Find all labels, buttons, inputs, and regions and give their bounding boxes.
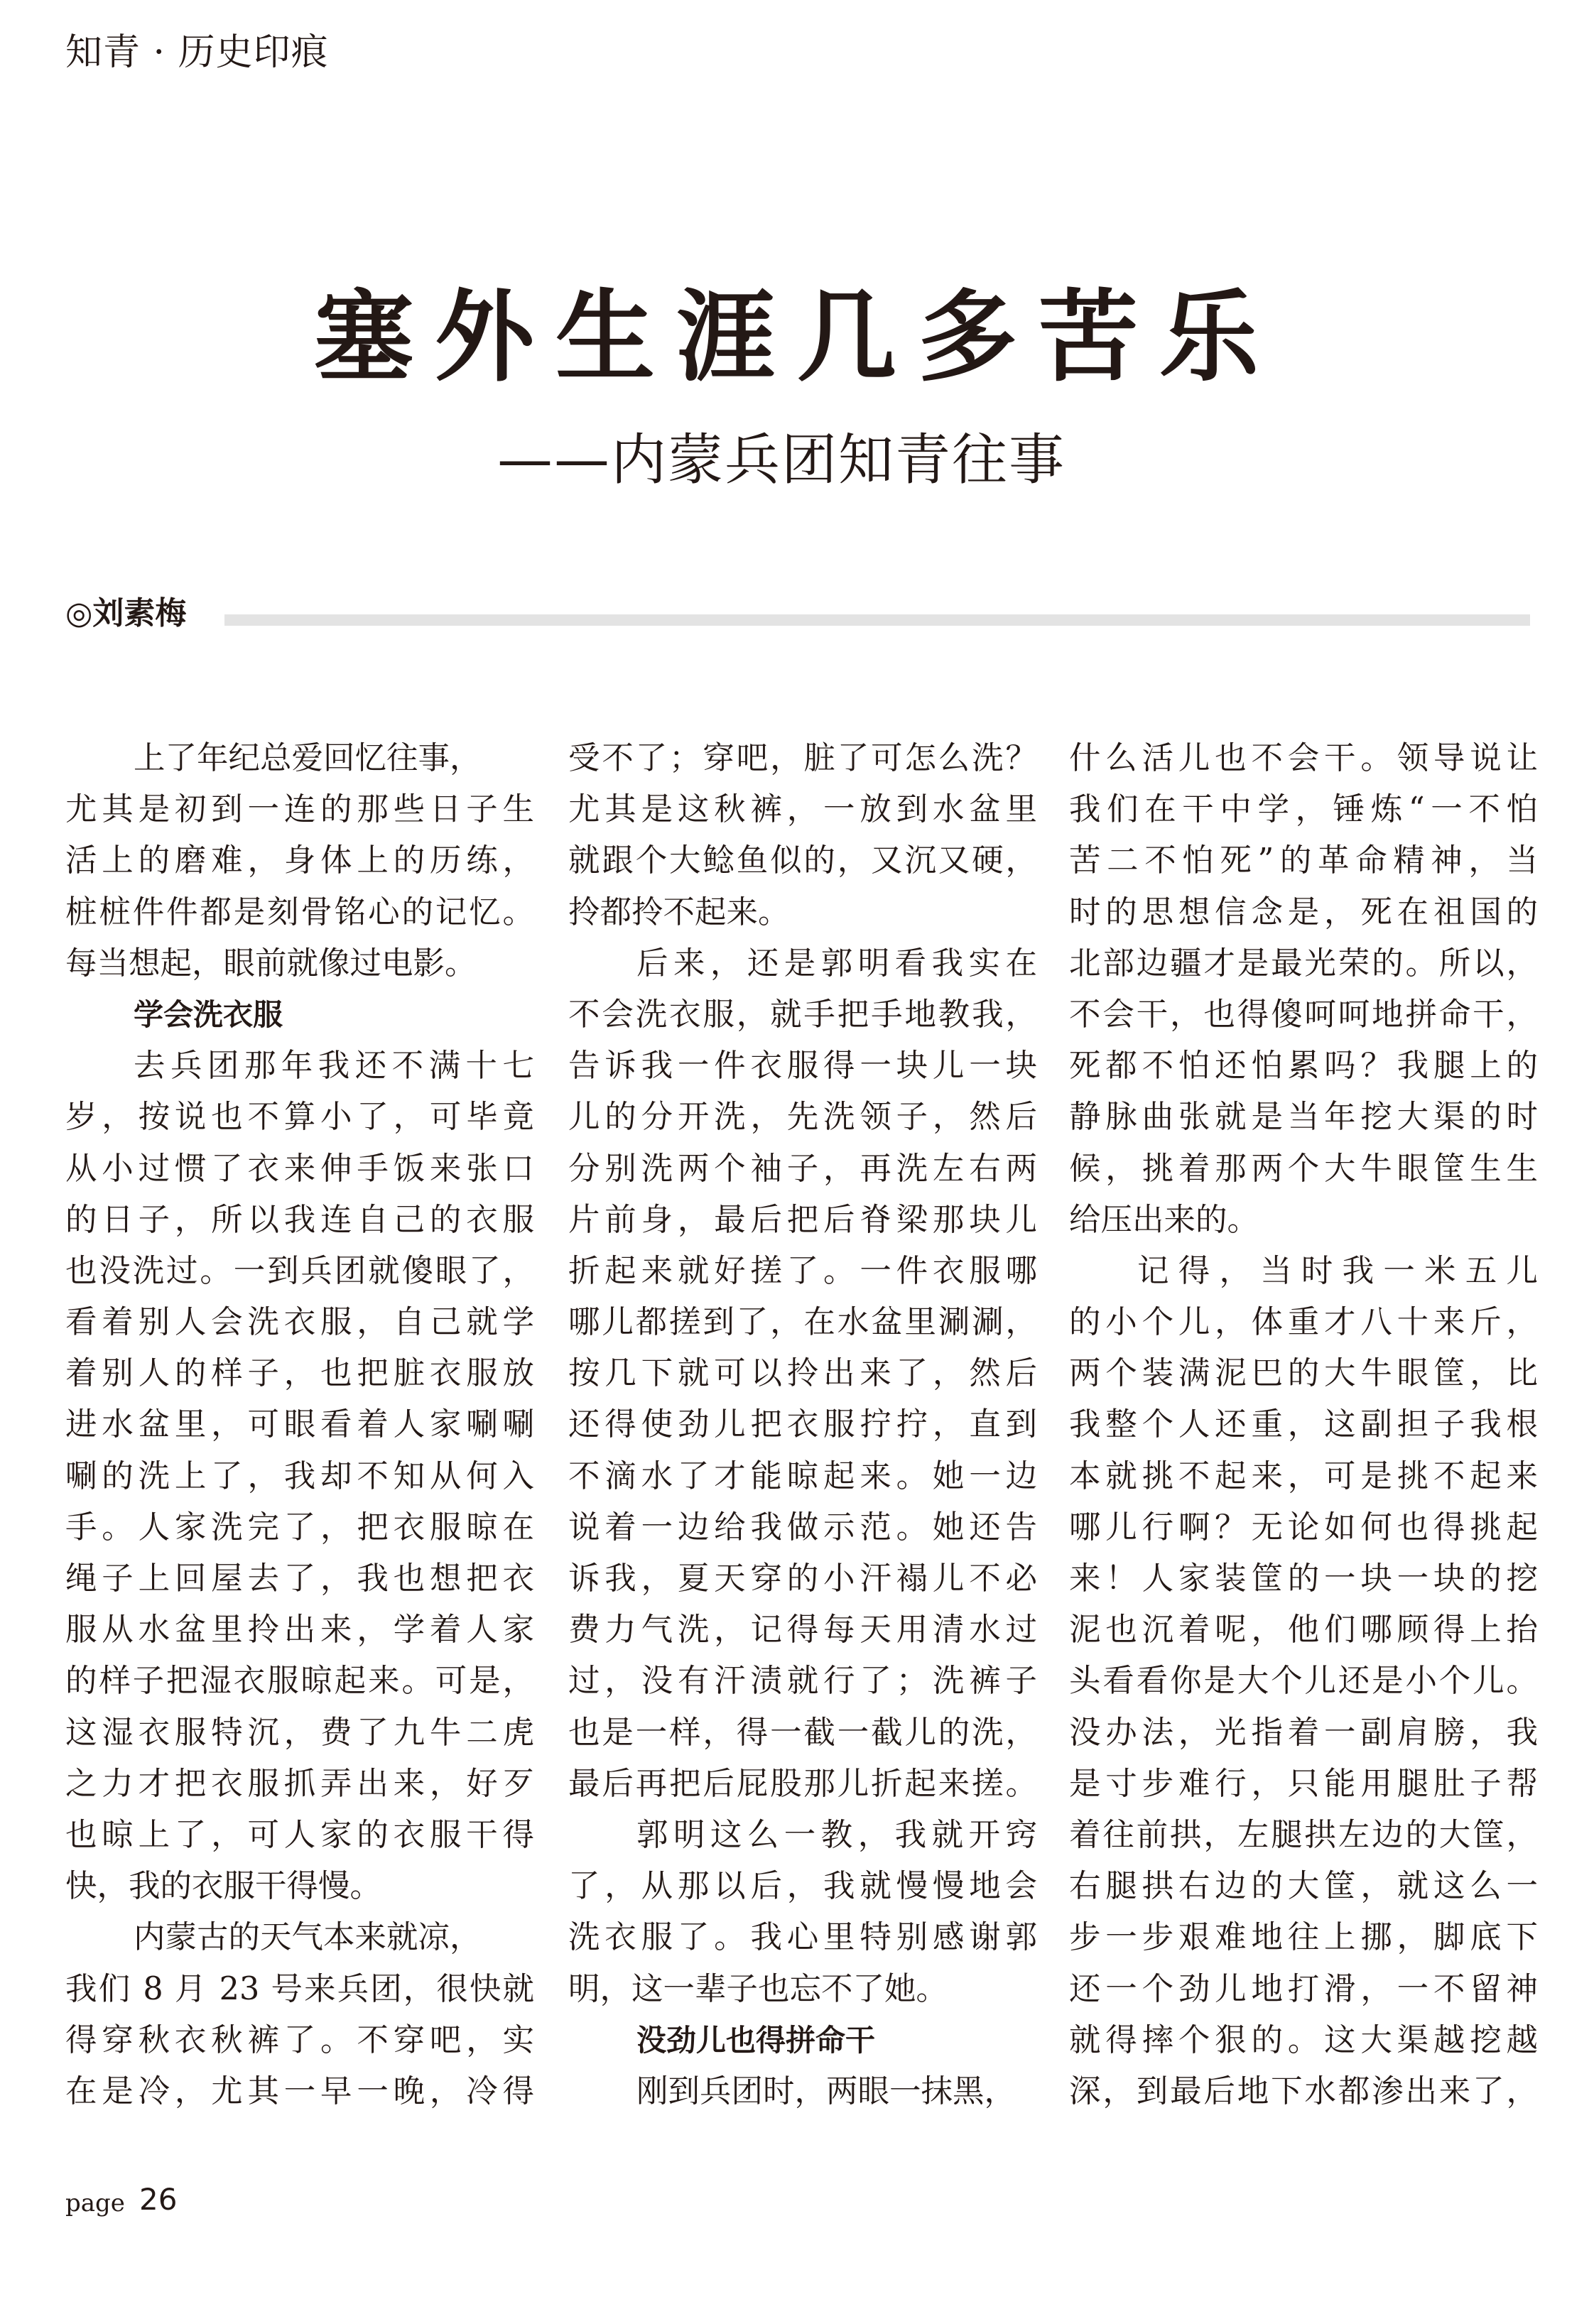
text-line: 哪儿行啊？无论如何也得挑起 — [1069, 1509, 1538, 1546]
text-line: 之力才把衣服抓弄出来，好歹 — [65, 1765, 534, 1802]
text-line: 受不了；穿吧，脏了可怎么洗？ — [568, 740, 1037, 776]
text-line: 深，到最后地下水都渗出来了， — [1069, 2073, 1538, 2109]
text-line: 我们在干中学，锤炼“一不怕 — [1069, 791, 1538, 828]
text-line: 唰的洗上了，我却不知从何入 — [65, 1457, 534, 1494]
section-heading: 学会洗衣服 — [134, 997, 283, 1032]
text-line: 看着别人会洗衣服，自己就学 — [65, 1304, 534, 1341]
text-line: 着别人的样子，也把脏衣服放 — [65, 1355, 534, 1392]
text-line: 哪儿都搓到了，在水盆里涮涮， — [568, 1304, 1037, 1341]
text-line: 给压出来的。 — [1069, 1201, 1259, 1238]
text-line: 头看看你是大个儿还是小个儿。 — [1069, 1663, 1538, 1700]
text-line: 洗衣服了。我心里特别感谢郭 — [568, 1919, 1037, 1956]
text-line: 去兵团那年我还不满十七 — [134, 1048, 534, 1085]
text-line: 明，这一辈子也忘不了她。 — [568, 1970, 948, 2007]
page-label: page — [65, 2189, 125, 2217]
text-line: 的日子，所以我连自己的衣服 — [65, 1201, 534, 1238]
text-line: 上了年纪总爱回忆往事， — [134, 740, 482, 776]
text-line: 死都不怕还怕累吗？我腿上的 — [1069, 1048, 1538, 1085]
text-line: 拎都拎不起来。 — [568, 894, 790, 930]
text-line: 分别洗两个袖子，再洗左右两 — [568, 1150, 1037, 1187]
text-line: 不会干，也得傻呵呵地拼命干， — [1069, 996, 1538, 1033]
text-line: 刚到兵团时，两眼一抹黑， — [636, 2073, 1016, 2109]
text-line: 说着一边给我做示范。她还告 — [568, 1509, 1037, 1546]
text-line: 也晾上了，可人家的衣服干得 — [65, 1816, 534, 1853]
text-line: 两个装满泥巴的大牛眼筐，比 — [1069, 1355, 1538, 1392]
text-line: 没办法，光指着一副肩膀，我 — [1069, 1714, 1538, 1751]
text-line: 就跟个大鲶鱼似的，又沉又硬， — [568, 842, 1037, 879]
text-line: 的样子把湿衣服晾起来。可是， — [65, 1663, 534, 1700]
text-line: 快，我的衣服干得慢。 — [65, 1868, 382, 1905]
page-number: 26 — [139, 2182, 178, 2217]
text-line: 了，从那以后，我就慢慢地会 — [568, 1868, 1037, 1905]
text-line: 内蒙古的天气本来就凉， — [134, 1919, 482, 1956]
text-line: 片前身，最后把后脊梁那块儿 — [568, 1201, 1037, 1238]
text-line: 在是冷，尤其一早一晚，冷得 — [65, 2073, 534, 2109]
article-title: 塞外生涯几多苦乐 — [313, 279, 1280, 396]
text-line: 进水盆里，可眼看着人家唰唰 — [65, 1406, 534, 1443]
section-heading: 没劲儿也得拼命干 — [636, 2022, 876, 2058]
text-line: 还一个劲儿地打滑，一不留神 — [1069, 1970, 1538, 2007]
text-line: 得穿秋衣秋裤了。不穿吧，实 — [65, 2021, 534, 2058]
text-line: 就得摔个狠的。这大渠越挖越 — [1069, 2021, 1538, 2058]
text-line: 北部边疆才是最光荣的。所以， — [1069, 945, 1538, 982]
text-line: 儿的分开洗，先洗领子，然后 — [568, 1099, 1037, 1136]
text-column-right — [1069, 733, 1538, 2117]
text-line: 也没洗过。一到兵团就傻眼了， — [65, 1252, 534, 1289]
text-line: 折起来就好搓了。一件衣服哪 — [568, 1252, 1037, 1289]
text-line: 泥也沉着呢，他们哪顾得上抬 — [1069, 1612, 1538, 1649]
text-line: 静脉曲张就是当年挖大渠的时 — [1069, 1099, 1538, 1136]
text-line: 我们 8 月 23 号来兵团，很快就 — [65, 1970, 534, 2007]
text-line: 诉我，夏天穿的小汗褟儿不必 — [568, 1560, 1037, 1597]
author-divider — [224, 614, 1530, 626]
text-line: 尤其是这秋裤，一放到水盆里 — [568, 791, 1037, 828]
text-line: 每当想起，眼前就像过电影。 — [65, 945, 477, 982]
text-line: 我整个人还重，这副担子我根 — [1069, 1406, 1538, 1443]
text-line: 过，没有汗渍就行了；洗裤子 — [568, 1663, 1037, 1700]
text-line: 桩桩件件都是刻骨铭心的记忆。 — [65, 894, 534, 930]
text-line: 告诉我一件衣服得一块儿一块 — [568, 1048, 1037, 1085]
text-line: 不会洗衣服，就手把手地教我， — [568, 996, 1037, 1033]
text-line: 最后再把后屁股那儿折起来搓。 — [568, 1765, 1037, 1802]
text-line: 着往前拱，左腿拱左边的大筐， — [1069, 1816, 1538, 1853]
text-line: 岁，按说也不算小了，可毕竟 — [65, 1099, 534, 1136]
text-line: 的小个儿，体重才八十来斤， — [1069, 1304, 1538, 1341]
text-line: 本就挑不起来，可是挑不起来 — [1069, 1457, 1538, 1494]
text-line: 苦二不怕死”的革命精神，当 — [1069, 842, 1538, 879]
text-line: 来！人家装筐的一块一块的挖 — [1069, 1560, 1538, 1597]
text-line: 什么活儿也不会干。领导说让 — [1069, 740, 1538, 776]
text-column-left — [65, 733, 534, 2117]
text-line: 步一步艰难地往上挪，脚底下 — [1069, 1919, 1538, 1956]
text-line: 记得，当时我一米五儿 — [1137, 1252, 1538, 1289]
text-line: 是寸步难行，只能用腿肚子帮 — [1069, 1765, 1538, 1802]
text-line: 尤其是初到一连的那些日子生 — [65, 791, 534, 828]
text-line: 绳子上回屋去了，我也想把衣 — [65, 1560, 534, 1597]
text-line: 从小过惯了衣来伸手饭来张口 — [65, 1150, 534, 1187]
text-line: 候，挑着那两个大牛眼筐生生 — [1069, 1150, 1538, 1187]
text-line: 不滴水了才能晾起来。她一边 — [568, 1457, 1037, 1494]
text-column-middle — [568, 733, 1037, 2117]
text-line: 活上的磨难，身体上的历练， — [65, 842, 534, 879]
text-line: 时的思想信念是，死在祖国的 — [1069, 894, 1538, 930]
text-line: 这湿衣服特沉，费了九牛二虎 — [65, 1714, 534, 1751]
text-line: 也是一样，得一截一截儿的洗， — [568, 1714, 1037, 1751]
text-line: 按几下就可以拎出来了，然后 — [568, 1355, 1037, 1392]
text-line: 右腿拱右边的大筐，就这么一 — [1069, 1868, 1538, 1905]
author-byline: ◎刘素梅 — [65, 595, 187, 631]
text-line: 服从水盆里拎出来，学着人家 — [65, 1612, 534, 1649]
text-line: 费力气洗，记得每天用清水过 — [568, 1612, 1037, 1649]
text-line: 后来，还是郭明看我实在 — [636, 945, 1037, 982]
article-subtitle: ——内蒙兵团知青往事 — [497, 428, 1066, 492]
section-label: 知青 · 历史印痕 — [65, 31, 329, 74]
text-line: 还得使劲儿把衣服拧拧，直到 — [568, 1406, 1037, 1443]
text-line: 郭明这么一教，我就开窍 — [636, 1816, 1037, 1853]
text-line: 手。人家洗完了，把衣服晾在 — [65, 1509, 534, 1546]
